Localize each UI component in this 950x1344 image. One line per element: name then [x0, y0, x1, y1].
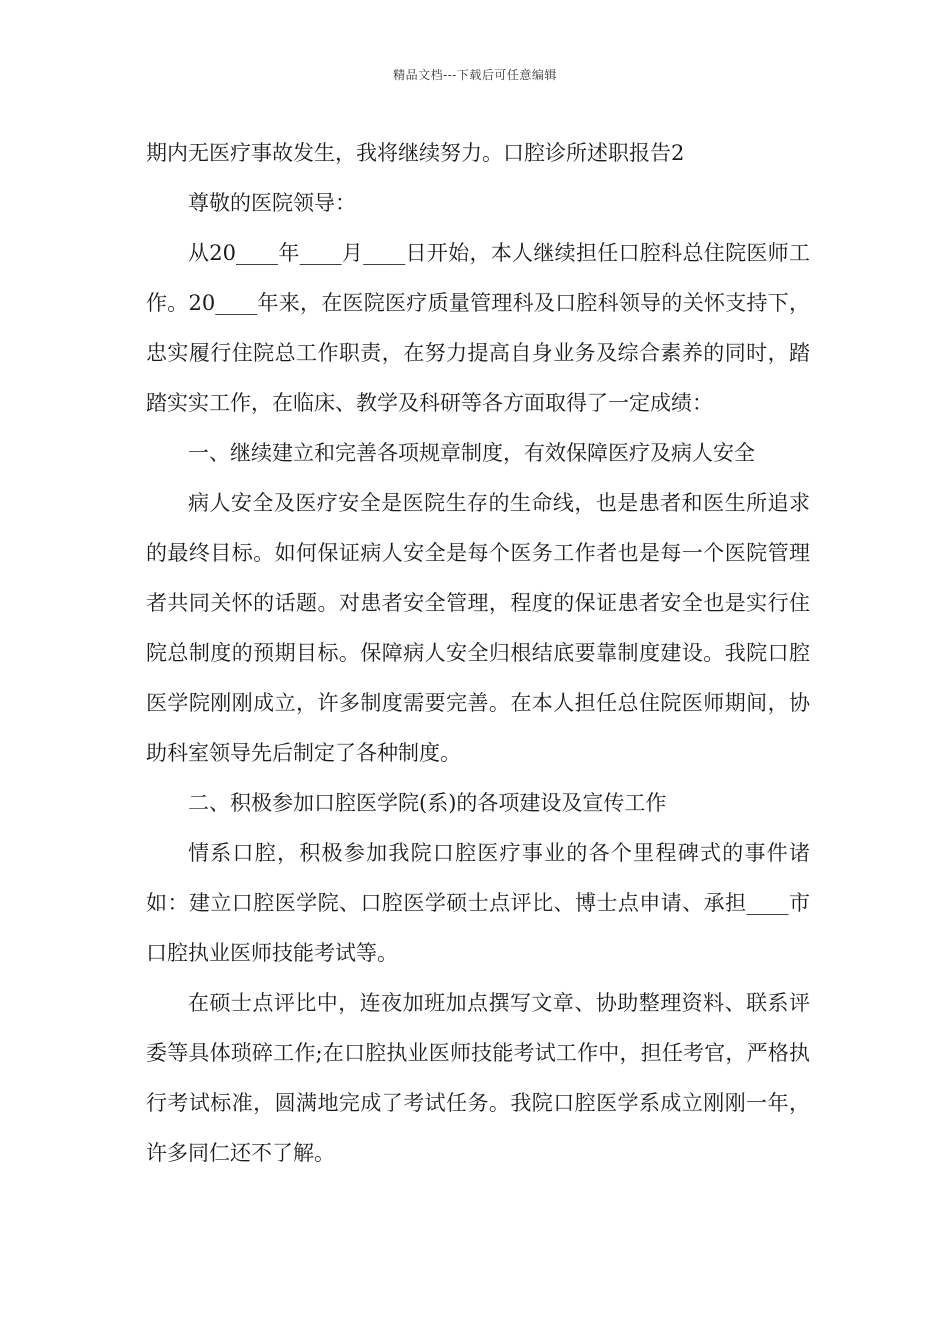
section-heading-1: 一、继续建立和完善各项规章制度，有效保障医疗及病人安全 — [188, 441, 755, 465]
paragraph-intro: 从20____年____月____日开始，本人继续担任口腔科总住院医师工作。20____年来，在医院医疗质量管理科及口腔科领导的关怀支持下，忠实履行住院总工作职责，在努力提高自身业务及综合素养的同时，踏踏实实工作，在临床、教学及科研等各方面取得了一定成绩： — [146, 241, 810, 415]
section-heading-2: 二、积极参加口腔医学院(系)的各项建设及宣传工作 — [188, 791, 667, 815]
page-header: 精品文档---下载后可任意编辑 — [393, 68, 557, 82]
paragraph-events: 情系口腔，积极参加我院口腔医疗事业的各个里程碑式的事件诸如：建立口腔医学院、口腔医学硕士点评比、博士点申请、承担____市口腔执业医师技能考试等。 — [146, 841, 810, 965]
paragraph-continuation: 期内无医疗事故发生，我将继续努力。口腔诊所述职报告2 — [146, 141, 685, 165]
paragraph-safety: 病人安全及医疗安全是医院生存的生命线，也是患者和医生所追求的最终目标。如何保证病人安全是每个医务工作者也是每一个医院管理者共同关怀的话题。对患者安全管理，程度的保证患者安全也是实行住院总制度的预期目标。保障病人安全归根结底要靠制度建设。我院口腔医学院刚刚成立，许多制度需要完善。在本人担任总住院医师期间，协助科室领导先后制定了各种制度。 — [146, 491, 810, 765]
paragraph-salutation: 尊敬的医院领导： — [188, 191, 356, 215]
paragraph-exam-work: 在硕士点评比中，连夜加班加点撰写文章、协助整理资料、联系评委等具体琐碎工作;在口腔执业医师技能考试工作中，担任考官，严格执行考试标准，圆满地完成了考试任务。我院口腔医学系成立刚刚一年，许多同仁还不了解。 — [146, 991, 810, 1165]
document-body — [146, 128, 810, 1178]
